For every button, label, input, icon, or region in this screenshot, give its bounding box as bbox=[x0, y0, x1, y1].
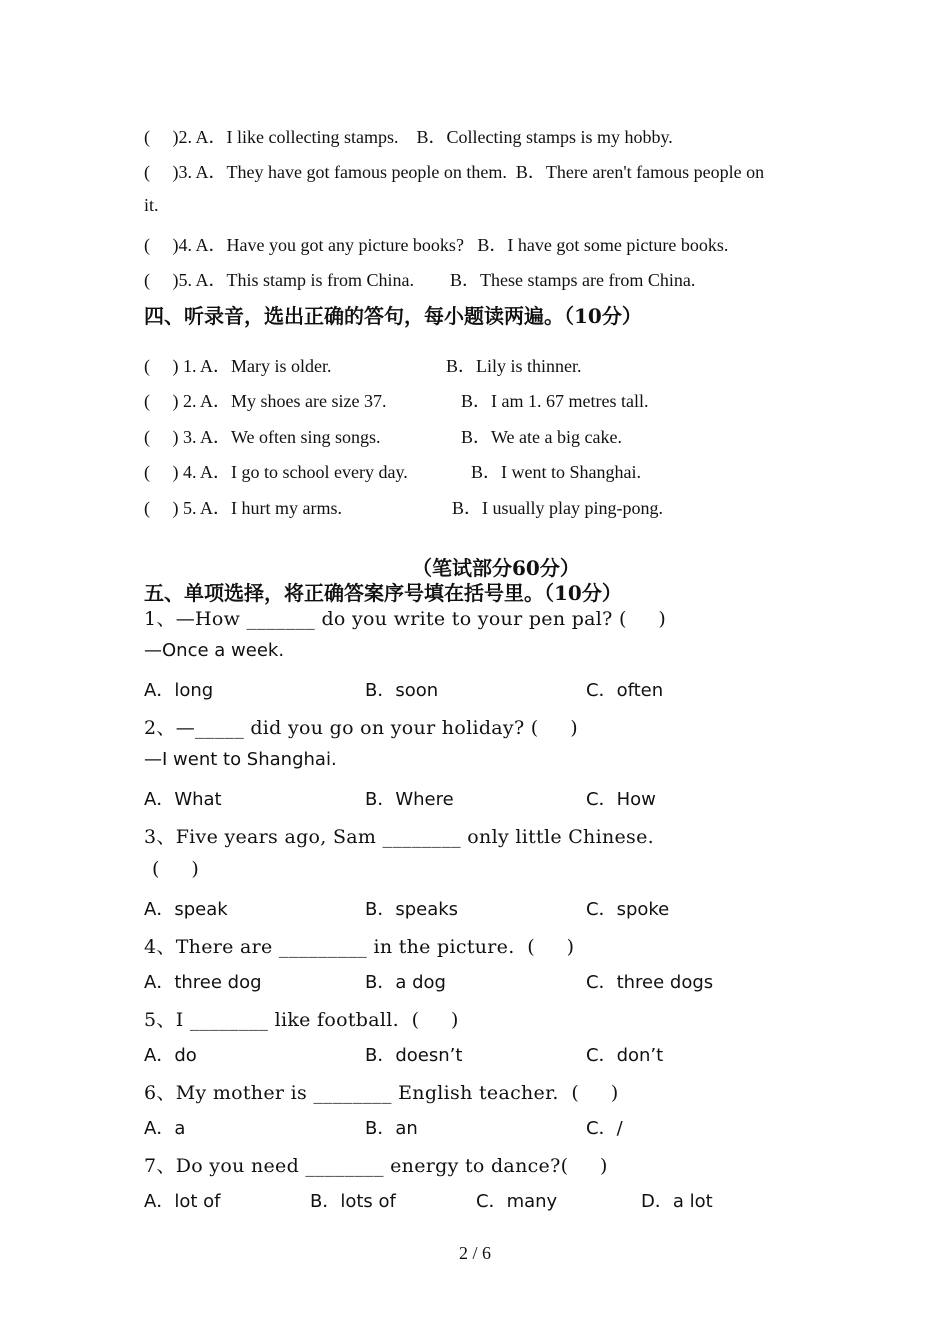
section4-item-1-a: ( ) 1. A．Mary is older. bbox=[144, 356, 332, 376]
q3-option-c: C．spoke bbox=[586, 899, 670, 920]
q4-option-a: A．three dog bbox=[144, 972, 262, 993]
q3-stem: 3、Five years ago, Sam ________ only little Chinese. bbox=[144, 826, 654, 848]
section4-item-2-a: ( ) 2. A．My shoes are size 37. bbox=[144, 391, 387, 411]
section4-item-5-a: ( ) 5. A．I hurt my arms. bbox=[144, 498, 342, 518]
q4-option-c: C．three dogs bbox=[586, 972, 714, 993]
listening-item-4: ( )4. A．Have you got any picture books? B．I have got some picture books. bbox=[144, 235, 729, 255]
q5-stem: 5、I ________ like football. ( ) bbox=[144, 1009, 459, 1031]
q7-option-b: B．lots of bbox=[310, 1191, 396, 1212]
section4-item-3-b: B．We ate a big cake. bbox=[461, 427, 622, 447]
q7-stem: 7、Do you need ________ energy to dance?( ) bbox=[144, 1155, 608, 1177]
section5-heading: 五、单项选择，将正确答案序号填在括号里。（10分） bbox=[144, 581, 622, 605]
q5-option-b: B．doesn’t bbox=[365, 1045, 463, 1066]
q2-option-c: C．How bbox=[586, 789, 656, 810]
section4-item-1-b: B．Lily is thinner. bbox=[446, 356, 582, 376]
page-number: 2 / 6 bbox=[458, 1243, 491, 1263]
section4-item-4-b: B．I went to Shanghai. bbox=[471, 462, 641, 482]
listening-item-3: ( )3. A．They have got famous people on them. B．There aren't famous people on bbox=[144, 162, 765, 182]
q5-option-c: C．don’t bbox=[586, 1045, 664, 1066]
q3-option-b: B．speaks bbox=[365, 899, 459, 920]
q3-option-a: A．speak bbox=[144, 899, 228, 920]
q6-option-b: B．an bbox=[365, 1118, 418, 1139]
q7-option-a: A．lot of bbox=[144, 1191, 221, 1212]
q2-reply: —I went to Shanghai. bbox=[144, 749, 337, 770]
q6-stem: 6、My mother is ________ English teacher. ( ) bbox=[144, 1082, 619, 1104]
q1-option-b: B．soon bbox=[365, 680, 439, 701]
q1-reply: —Once a week. bbox=[144, 640, 285, 661]
section4-heading: 四、听录音，选出正确的答句，每小题读两遍。（10分） bbox=[144, 304, 642, 328]
q7-option-c: C．many bbox=[476, 1191, 558, 1212]
section4-item-2-b: B．I am 1. 67 metres tall. bbox=[461, 391, 649, 411]
q6-option-c: C．/ bbox=[586, 1118, 623, 1139]
q2-stem: 2、—_____ did you go on your holiday? ( ) bbox=[144, 717, 578, 739]
listening-item-2: ( )2. A．I like collecting stamps. B．Collecting stamps is my hobby. bbox=[144, 127, 673, 147]
listening-item-5: ( )5. A．This stamp is from China. B．These stamps are from China. bbox=[144, 270, 696, 290]
q1-option-a: A．long bbox=[144, 680, 214, 701]
q6-option-a: A．a bbox=[144, 1118, 186, 1139]
q1-stem: 1、—How _______ do you write to your pen pal? ( ) bbox=[144, 608, 667, 630]
section4-item-3-a: ( ) 3. A．We often sing songs. bbox=[144, 427, 381, 447]
section4-item-5-b: B．I usually play ping-pong. bbox=[452, 498, 663, 518]
section4-item-4-a: ( ) 4. A．I go to school every day. bbox=[144, 462, 408, 482]
q2-option-a: A．What bbox=[144, 789, 222, 810]
listening-item-3-wrap: it. bbox=[144, 195, 159, 215]
q7-option-d: D．a lot bbox=[641, 1191, 713, 1212]
q5-option-a: A．do bbox=[144, 1045, 197, 1066]
q2-option-b: B．Where bbox=[365, 789, 454, 810]
written-part-title: （笔试部分60分） bbox=[412, 556, 580, 580]
q4-stem: 4、There are _________ in the picture. ( ) bbox=[144, 936, 575, 958]
q1-option-c: C．often bbox=[586, 680, 664, 701]
q3-answer-paren: ( ) bbox=[152, 858, 200, 880]
q4-option-b: B．a dog bbox=[365, 972, 446, 993]
